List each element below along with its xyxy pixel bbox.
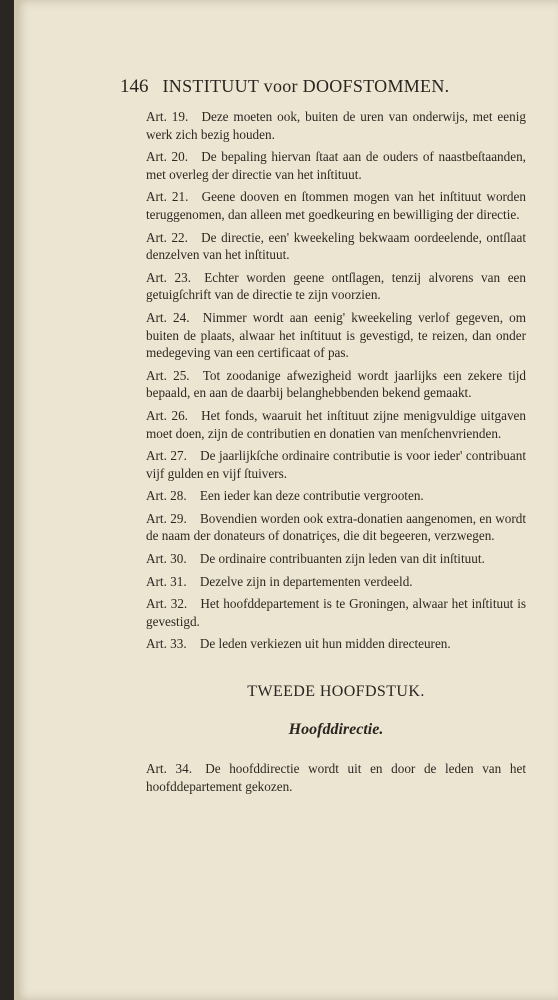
article-paragraph bbox=[146, 309, 526, 362]
article-paragraph bbox=[146, 108, 526, 143]
article-label: Art. 19. bbox=[146, 109, 189, 124]
chapter-title: TWEEDE HOOFDSTUK. bbox=[247, 683, 425, 701]
article-text: Het fonds, waaruit het inſtituut zijne menigvuldige uitgaven moet doen, zijn de contributien en donatien van menſchenvrienden. bbox=[146, 407, 526, 441]
article-paragraph bbox=[146, 229, 526, 264]
article-label: Art. 26. bbox=[146, 407, 188, 423]
article-text: De bepaling hiervan ſtaat aan de ouders of naastbeſtaanden, met overleg der directie van het inſtituut. bbox=[146, 149, 526, 182]
body-text bbox=[146, 108, 526, 800]
page-gutter bbox=[14, 0, 17, 1000]
article-text: Nimmer wordt aan eenig' kweekeling verlof gegeven, om buiten de plaats, alwaar het inſtituut is gevestigd, te reizen, dan onder medegeving van een certificaat of pas. bbox=[146, 309, 526, 361]
article-label: Art. 30. bbox=[146, 551, 187, 567]
section-title: Hoofddirectie. bbox=[288, 720, 384, 738]
article-text: Deze moeten ook, buiten de uren van onderwijs, met eenig werk zich bezig houden. bbox=[146, 109, 526, 142]
article-paragraph bbox=[146, 487, 526, 505]
article-text: Tot zoodanige afwezigheid wordt jaarlijks een zekere tijd bepaald, en aan de daarbij belanghebbenden bekend gemaakt. bbox=[146, 367, 526, 401]
article-text: De hoofddirectie wordt uit en door de leden van het hoofddepartement gekozen. bbox=[146, 761, 526, 794]
article-text: De directie, een' kweekeling bekwaam oordeelende, ontſlaat denzelven van het inſtituut. bbox=[146, 229, 526, 263]
article-text: Dezelve zijn in departementen verdeeld. bbox=[199, 573, 413, 589]
article-list-after bbox=[146, 760, 526, 795]
article-text: Echter worden geene ontſlagen, tenzij alvorens van een getuigſchrift van de directie te zijn voorzien. bbox=[146, 269, 526, 303]
article-paragraph bbox=[146, 760, 526, 795]
running-head bbox=[120, 76, 470, 98]
article-paragraph bbox=[146, 573, 526, 591]
article-list bbox=[146, 108, 526, 653]
article-label: Art. 28. bbox=[146, 488, 187, 504]
article-paragraph bbox=[146, 595, 526, 630]
article-paragraph bbox=[146, 447, 526, 482]
article-label: Art. 34. bbox=[146, 761, 192, 777]
article-text: De ordinaire contribuanten zijn leden van dit inſtituut. bbox=[199, 551, 485, 567]
article-text: Het hoofddepartement is te Groningen, alwaar het inſtituut is gevestigd. bbox=[146, 596, 526, 629]
article-label: Art. 32. bbox=[146, 596, 188, 612]
article-label: Art. 27. bbox=[146, 448, 187, 464]
article-text: De jaarlijkſche ordinaire contributie is voor ieder' contribuant vijf gulden en vijf ſtuivers. bbox=[146, 448, 526, 481]
article-paragraph bbox=[146, 550, 526, 568]
article-label: Art. 33. bbox=[146, 636, 187, 652]
article-paragraph bbox=[146, 148, 526, 183]
article-label: Art. 24. bbox=[146, 309, 190, 325]
article-label: Art. 23. bbox=[146, 269, 191, 285]
article-label: Art. 31. bbox=[146, 573, 187, 589]
running-title: INSTITUUT voor DOOFSTOMMEN. bbox=[162, 76, 450, 96]
article-label: Art. 20. bbox=[146, 149, 189, 165]
article-label: Art. 21. bbox=[146, 189, 189, 205]
article-paragraph bbox=[146, 635, 526, 653]
article-label: Art. 29. bbox=[146, 510, 187, 526]
article-paragraph bbox=[146, 188, 526, 223]
article-text: De leden verkiezen uit hun midden directeuren. bbox=[199, 636, 451, 652]
article-paragraph bbox=[146, 407, 526, 442]
article-label: Art. 25. bbox=[146, 367, 190, 383]
article-text: Een ieder kan deze contributie vergrooten. bbox=[199, 488, 424, 504]
article-text: Geene dooven en ſtommen mogen van het inſtituut worden teruggenomen, dan alleen met goedkeuring en bewilliging der directie. bbox=[146, 189, 526, 222]
article-paragraph bbox=[146, 269, 526, 304]
page-number: 146 bbox=[120, 76, 149, 97]
article-paragraph bbox=[146, 510, 526, 545]
article-label: Art. 22. bbox=[146, 229, 188, 245]
article-text: Bovendien worden ook extra-donatien aangenomen, en wordt de naam der donateurs of donatriçes, die dit begeeren, verzwegen. bbox=[146, 510, 526, 544]
article-paragraph bbox=[146, 367, 526, 402]
